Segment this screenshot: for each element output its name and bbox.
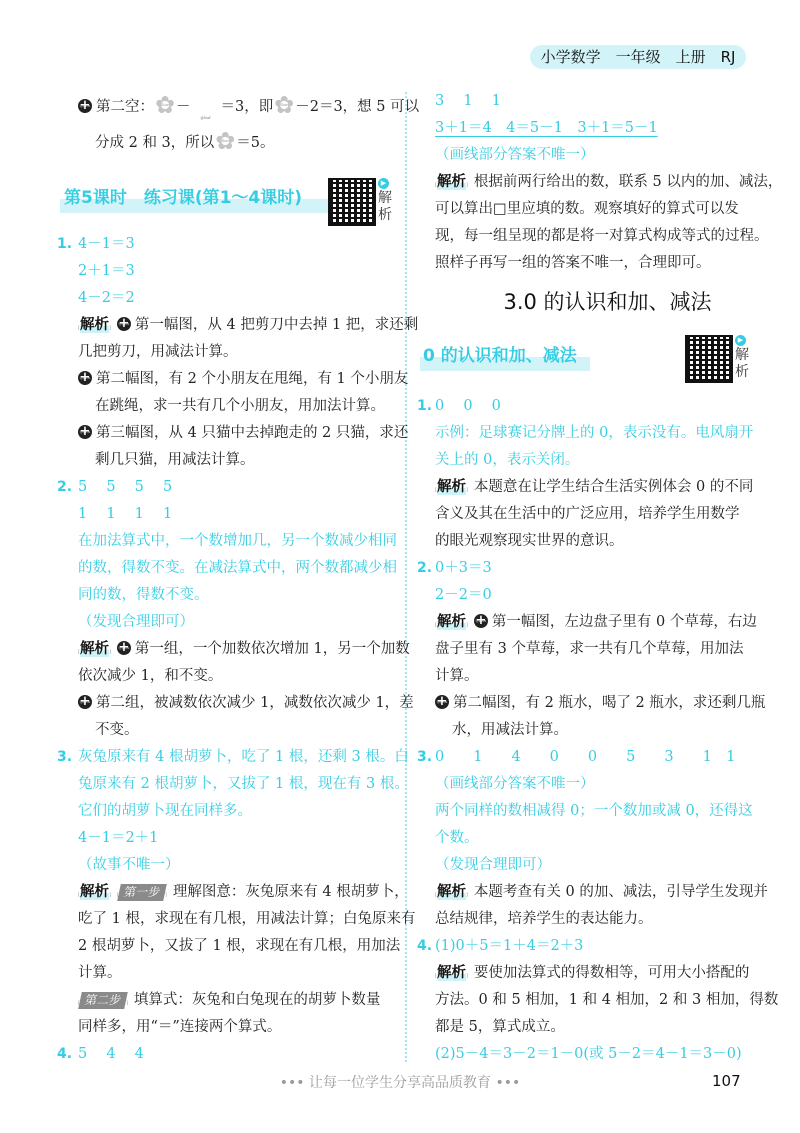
bracket-mark: [ [435,487,437,493]
text-run: 现，每一组呈现的都是将一对算式构成等式的过程。 [435,228,769,244]
text-run: 填算式：灰兔和白兔现在的胡萝卜数量 [133,992,381,1008]
answer-line-text [435,965,749,981]
answer-line-text [78,830,158,846]
text-run: －2＝3，想 5 可以 [295,99,420,115]
answer-line [78,987,408,1014]
question-number: 1. [417,398,433,414]
text-run: 第一幅图，左边盘子里有 0 个草莓，右边 [491,614,757,630]
text-run: （画线部分答案不唯一） [435,776,595,792]
answer-line-text [78,344,238,360]
text-run: （画线部分答案不唯一） [435,147,595,163]
text-run: 在跳绳，求一共有几个小朋友，用加法计算。 [95,398,385,414]
bracket-mark: ] [108,325,111,331]
qr-code-icon[interactable] [685,335,733,383]
bracket-mark: ] [465,622,468,628]
answer-line [435,987,780,1014]
text-run: 理解图意：灰兔原来有 4 根胡萝卜， [172,884,409,900]
answer-line [78,879,408,906]
answer-line [78,609,408,636]
answer-line [417,555,780,582]
answer-line-text [78,236,135,252]
text-run: 水，用减法计算。 [452,722,568,738]
analysis-label: 解析 [79,641,109,657]
answer-line [78,285,408,312]
answer-line [78,852,408,879]
answer-line-text [435,560,492,576]
answer-line [78,501,408,528]
text-run: 本题考查有关 0 的加、减法，引导学生发现并 [473,884,768,900]
answer-line-text [435,147,595,163]
analysis-label-wrap [78,641,111,657]
bracket-mark: [ [78,649,80,655]
text-run: 同样多，用“＝”连接两个算式。 [78,1019,282,1035]
text-run: 计算。 [78,965,122,981]
answer-line [435,420,780,447]
qr-analysis-label[interactable]: 解析 [735,347,749,380]
text-run: 它们的胡萝卜现在同样多。 [78,803,252,819]
answer-line-text [435,479,753,495]
answer-line-text [78,803,252,819]
answer-line-text [78,317,418,333]
answer-line [435,528,780,555]
text-run: 关上的 0，表示关闭。 [435,452,580,468]
analysis-label: 解析 [79,884,109,900]
circled-plus-icon: @plus + [78,371,92,385]
text-run: 灰兔原来有 4 根胡萝卜，吃了 1 根，还剩 3 根。白 [78,749,409,765]
text-run: （发现合理即可） [435,857,551,873]
circled-plus-icon: @plus + [117,641,131,655]
text-run: 第二幅图，有 2 个小朋友在甩绳，有 1 个小朋友 [96,371,409,387]
answer-line-text [78,884,409,900]
text-run: 两个同样的数相减得 0；一个数加或减 0，还得这 [435,803,753,819]
question-number: 4. [417,938,433,954]
bracket-mark: ] [465,487,468,493]
flower-icon: ✿ @flower [214,131,236,151]
step-badge-wrap [117,884,167,900]
answer-line [78,798,408,825]
text-run: 4－2＝2 [78,290,135,306]
circled-plus-icon: @plus + [474,614,488,628]
text-run: (1)0＋5＝1＋4＝2＋3 [435,938,584,954]
answer-line [435,115,780,142]
answer-line [435,501,780,528]
text-run: 同的数，得数不变。 [78,587,209,603]
text-run: 的数，得数不变。在减法算式中，两个数都减少相 [78,560,397,576]
answer-line [435,609,780,636]
answer-line [435,582,780,609]
answer-line [435,717,780,744]
answer-line-text [78,749,409,765]
answer-line-text [435,255,711,271]
analysis-label-wrap [435,174,468,190]
answer-line [435,771,780,798]
answer-line [435,960,780,987]
answer-line [78,1014,408,1041]
text-run: 第三幅图，从 4 只猫中去掉跑走的 2 只猫，求还 [96,425,409,441]
answer-line [78,258,408,285]
answer-line-text [78,938,400,954]
answer-line [78,528,408,555]
answer-line [435,142,780,169]
step-badge: 第一步 [117,884,167,901]
text-run: 第一幅图，从 4 把剪刀中去掉 1 把，求还剩 [134,317,419,333]
text-run: 都是 5，算式成立。 [435,1019,565,1035]
text-run: 吃了 1 根，求现在有几根，用减法计算；白兔原来有 [78,911,416,927]
text-run: （发现合理即可） [78,614,194,630]
bracket-mark: ] [465,973,468,979]
answer-line-text [435,1019,565,1035]
answer-line [78,933,408,960]
text-run: 第一组，一个加数依次增加 1，另一个加数 [134,641,410,657]
answer-line-text [78,776,409,792]
text-run: 计算。 [435,668,479,684]
answer-line-text [78,911,415,927]
circled-plus-icon: @plus + [435,695,449,709]
bracket-mark: ] [125,1000,128,1006]
circled-plus-icon: @plus + [78,425,92,439]
answer-line-text [435,803,753,819]
section-title: 第5课时 练习课(第1～4课时) [64,188,303,208]
analysis-label-wrap [435,884,468,900]
answer-line-text [435,228,769,244]
bracket-mark: [ [435,182,437,188]
text-run: ＝5。 [236,135,275,151]
bracket-mark: ] [465,892,468,898]
text-run: 的眼光观察现实世界的意识。 [435,533,624,549]
text-run: 几把剪刀，用减法计算。 [78,344,238,360]
answer-line [78,717,408,744]
answer-line [78,420,408,447]
answer-line-text [78,479,172,495]
answer-line [57,474,408,501]
answer-line-text [95,135,275,151]
answer-line [435,879,780,906]
text-run: 可以算出□里应填的数。观察填好的算式可以发 [435,201,739,217]
answer-line-text [435,830,479,846]
analysis-label-wrap [435,965,468,981]
text-run: (2)5－4＝3－2＝1－0(或 5－2＝4－1＝3－0) [435,1046,742,1062]
answer-line [417,933,780,960]
text-run: 在加法算式中，一个数增加几，另一个数减少相同 [78,533,397,549]
answer-line-text [78,425,408,441]
qr-code-icon[interactable] [328,178,376,226]
text-run: 3 1 1 [435,93,501,109]
analysis-label-wrap [78,884,111,900]
text-run: （故事不唯一） [78,857,180,873]
answer-line [78,447,408,474]
answer-line-text [78,695,414,711]
answer-line-text [78,1046,144,1062]
answer-line [57,231,408,258]
text-run: 不变。 [95,722,139,738]
answer-line [435,1041,780,1068]
answer-line-text [78,641,410,657]
book-header-label: 小学数学 一年级 上册 RJ [530,45,746,69]
text-run: 第二幅图，有 2 瓶水，喝了 2 瓶水，求还剩几瓶 [453,695,766,711]
bracket-mark: [ [78,325,80,331]
text-run: 0 0 0 [435,398,501,414]
answer-line [435,474,780,501]
answer-line-text [78,668,222,684]
bracket-mark: ] [164,892,167,898]
answer-line [435,825,780,852]
analysis-label: 解析 [436,884,466,900]
analysis-label: 解析 [436,614,466,630]
text-run: 要使加法算式的得数相等，可用大小搭配的 [473,965,750,981]
answer-line-text [435,614,757,630]
answer-line [435,1014,780,1041]
answer-line [57,1041,408,1068]
answer-line-text [95,398,385,414]
answer-line [78,393,408,420]
right-column [417,88,783,1068]
answer-line-text [435,506,740,522]
text-run: 本题意在让学生结合生活实例体会 0 的不同 [473,479,754,495]
answer-line-text [452,722,568,738]
question-number: 3. [57,749,73,765]
question-number: 2. [417,560,433,576]
answer-line [78,690,414,717]
text-run: 0 1 4 0 0 5 3 1 1 [435,749,736,765]
answer-line [78,339,408,366]
text-run: ＝3，即 [220,99,274,115]
answer-line-text [435,749,736,765]
analysis-label: 解析 [436,479,466,495]
answer-line [78,906,416,933]
circled-plus-icon: @plus + [78,99,92,113]
answer-line-text [78,290,135,306]
bracket-mark: [ [435,973,437,979]
question-number: 2. [57,479,73,495]
answer-line-text [435,120,658,136]
text-run: 总结规律，培养学生的表达能力。 [435,911,653,927]
flower-icon: ✿ @flower [154,95,176,115]
text-run: 2 根胡萝卜，又拔了 1 根，求现在有几根，用加法 [78,938,401,954]
answer-line [78,582,408,609]
answer-line [417,744,780,771]
answer-line-text [435,668,479,684]
text-run: 1 1 1 1 [78,506,173,522]
question-number: 3. [417,749,433,765]
bracket-mark: ] [465,182,468,188]
answer-line-text [78,587,209,603]
text-run: 0＋3＝3 [435,560,492,576]
analysis-label: 解析 [436,965,466,981]
answer-line [435,447,780,474]
answer-line-text [435,398,501,414]
analysis-label-wrap [435,614,468,630]
question-number: 4. [57,1046,73,1062]
text-run: 兔原来有 2 根胡萝卜，又拔了 1 根，现在有 3 根。 [78,776,409,792]
answer-line [435,906,780,933]
bracket-mark: [ [78,892,80,898]
play-icon[interactable]: ▶ [378,178,389,189]
analysis-label: 解析 [436,174,466,190]
bracket-mark: [ [435,892,437,898]
answer-line-text [435,857,551,873]
answer-line [435,250,780,277]
text-run: 5 4 4 [78,1046,144,1062]
answer-line-text [78,560,397,576]
text-run: 方法。0 和 5 相加，1 和 4 相加，2 和 3 相加，得数 [435,992,779,1008]
answer-line-text [435,938,583,954]
answer-line [78,312,419,339]
step-badge: 第二步 [78,992,128,1009]
answer-line [435,88,780,115]
answer-line-text [435,776,595,792]
text-run: 3＋1＝4 4＝5－1 3＋1＝5－1 [435,120,658,136]
page-number: 107 [712,1072,741,1090]
answer-line-text [95,452,255,468]
answer-line [78,555,408,582]
analysis-label-wrap [78,317,111,333]
answer-line [417,393,780,420]
play-icon[interactable]: ▶ [735,335,746,346]
text-run: － [176,99,191,115]
answer-line-text [435,641,743,657]
answer-line-text [78,506,172,522]
answer-line-text [435,452,579,468]
text-run: 依次减少 1，和不变。 [78,668,223,684]
text-run: 根据前两行给出的数，联系 5 以内的加、减法， [473,174,783,190]
answer-line-text [435,992,778,1008]
answer-line-text [435,201,739,217]
answer-line [435,798,780,825]
section-heading [423,327,780,393]
answer-line [435,196,780,223]
text-run: 照样子再写一组的答案不唯一，合理即可。 [435,255,711,271]
answer-line-text [78,857,180,873]
answer-line [78,89,420,125]
answer-line [78,636,408,663]
answer-line-text [435,587,492,603]
text-run: 个数。 [435,830,479,846]
answer-line [435,690,780,717]
answer-line [78,366,408,393]
answer-line-text [78,992,380,1008]
section-title: 0 的认识和加、减法 [423,346,577,366]
answer-line [435,636,780,663]
text-run: 第二组，被减数依次减少 1，减数依次减少 1，差 [96,695,414,711]
step-badge-wrap [78,992,128,1008]
answer-line-text [435,425,753,441]
answer-line-text [78,1019,281,1035]
chapter-title: 3.0 的认识和加、减法 [503,290,712,314]
answer-line-text [435,533,624,549]
text-run: 示例：足球赛记分牌上的 0，表示没有。电风扇开 [435,425,754,441]
text-run: 2－2＝0 [435,587,492,603]
answer-line-text [78,99,420,120]
answer-line-text [78,965,122,981]
answer-line [435,663,780,690]
flower-icon: ✿ @flower [273,95,295,115]
answer-line-text [78,614,194,630]
text-run: 盘子里有 3 个草莓，求一共有几个草莓，用加法 [435,641,744,657]
answer-line [78,771,408,798]
question-number: 1. [57,236,73,252]
answer-line-text [78,533,397,549]
bracket-mark: ] [108,649,111,655]
text-run: 4－1＝2＋1 [78,830,159,846]
answer-line [435,169,783,196]
answer-line [57,744,409,771]
section-heading [64,161,408,231]
text-run: 含义及其在生活中的广泛应用，培养学生用数学 [435,506,740,522]
text-run: 2＋1＝3 [78,263,135,279]
answer-line-text [435,911,653,927]
answer-line-text [435,93,501,109]
answer-line [78,960,408,987]
answer-line-text [78,371,408,387]
text-run: 5 5 5 5 [78,479,173,495]
answer-line [435,852,780,879]
text-run: 剩几只猫，用减法计算。 [95,452,255,468]
answer-line [78,125,408,161]
leaf-icon: @leaf [195,105,217,131]
answer-line [78,825,408,852]
circled-plus-icon: @plus + [117,317,131,331]
answer-line-text [435,174,782,190]
text-run: 4－1＝3 [78,236,135,252]
answer-line [78,663,408,690]
analysis-label: 解析 [79,317,109,333]
answer-line [435,223,780,250]
bracket-mark: [ [435,622,437,628]
answer-line-text [435,695,765,711]
answer-line-text [95,722,139,738]
answer-line-text [435,1046,742,1062]
answer-line-text [435,884,768,900]
text-run: 第二空： [96,99,154,115]
circled-plus-icon: @plus + [78,695,92,709]
answer-line-text [78,263,135,279]
footer-slogan: ••• 让每一位学生分享高品质教育 ••• [279,1075,521,1091]
left-column [57,89,420,1068]
analysis-label-wrap [435,479,468,495]
text-run: 分成 2 和 3，所以 [95,135,215,151]
qr-analysis-label[interactable]: 解析 [378,190,392,223]
bracket-mark: ] [108,892,111,898]
